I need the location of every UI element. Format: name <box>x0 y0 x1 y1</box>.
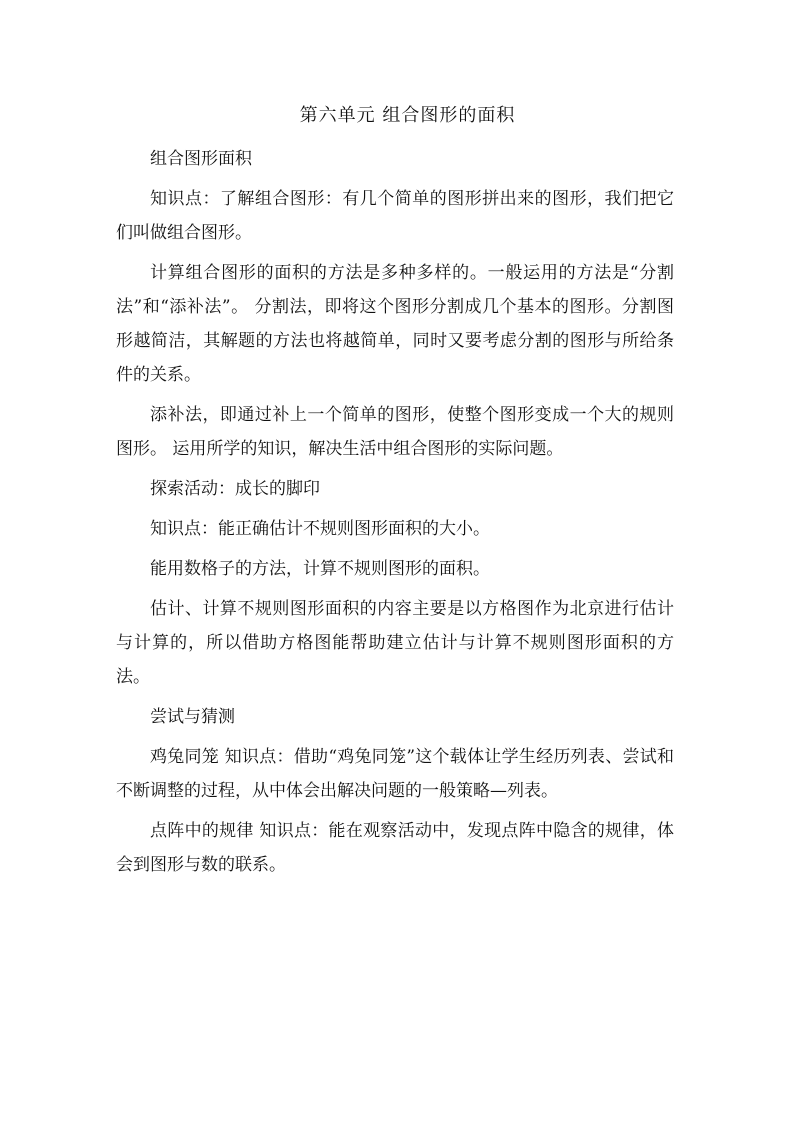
paragraph-fill-method: 添补法，即通过补上一个简单的图形，使整个图形变成一个大的规则图形。 运用所学的知识，解决生活中组合图形的实际问题。 <box>116 405 674 459</box>
paragraph-grid-counting: 能用数格子的方法，计算不规则图形的面积。 <box>150 559 490 579</box>
paragraph-knowledge-point-composite: 知识点：了解组合图形：有几个简单的图形拼出来的图形，我们把它们叫做组合图形。 <box>116 189 674 243</box>
paragraph-calculation-methods: 计算组合图形的面积的方法是多种多样的。一般运用的方法是“分割法”和“添补法”。 分割法，即将这个图形分割成几个基本的图形。分割图形越简洁，其解题的方法也将越简单，同时又要考虑分割的图形与所给条件的关系。 <box>116 263 674 385</box>
document-body <box>116 142 674 888</box>
section-heading-try-guess: 尝试与猜测 <box>150 707 235 727</box>
paragraph-grid-estimation: 估计、计算不规则图形面积的内容主要是以方格图作为北京进行估计与计算的，所以借助方格图能帮助建立估计与计算不规则图形面积的方法。 <box>116 599 674 687</box>
page-title: 第六单元 组合图形的面积 <box>299 105 516 126</box>
paragraph-knowledge-point-estimate: 知识点：能正确估计不规则图形面积的大小。 <box>150 519 490 539</box>
paragraph-chicken-rabbit: 鸡兔同笼 知识点：借助“鸡兔同笼”这个载体让学生经历列表、尝试和不断调整的过程，从中体会出解决问题的一般策略—列表。 <box>116 747 674 801</box>
paragraph-dot-pattern: 点阵中的规律 知识点：能在观察活动中，发现点阵中隐含的规律，体会到图形与数的联系。 <box>116 821 674 875</box>
section-heading-exploration: 探索活动：成长的脚印 <box>150 479 320 499</box>
section-heading-composite-area: 组合图形面积 <box>150 149 252 169</box>
